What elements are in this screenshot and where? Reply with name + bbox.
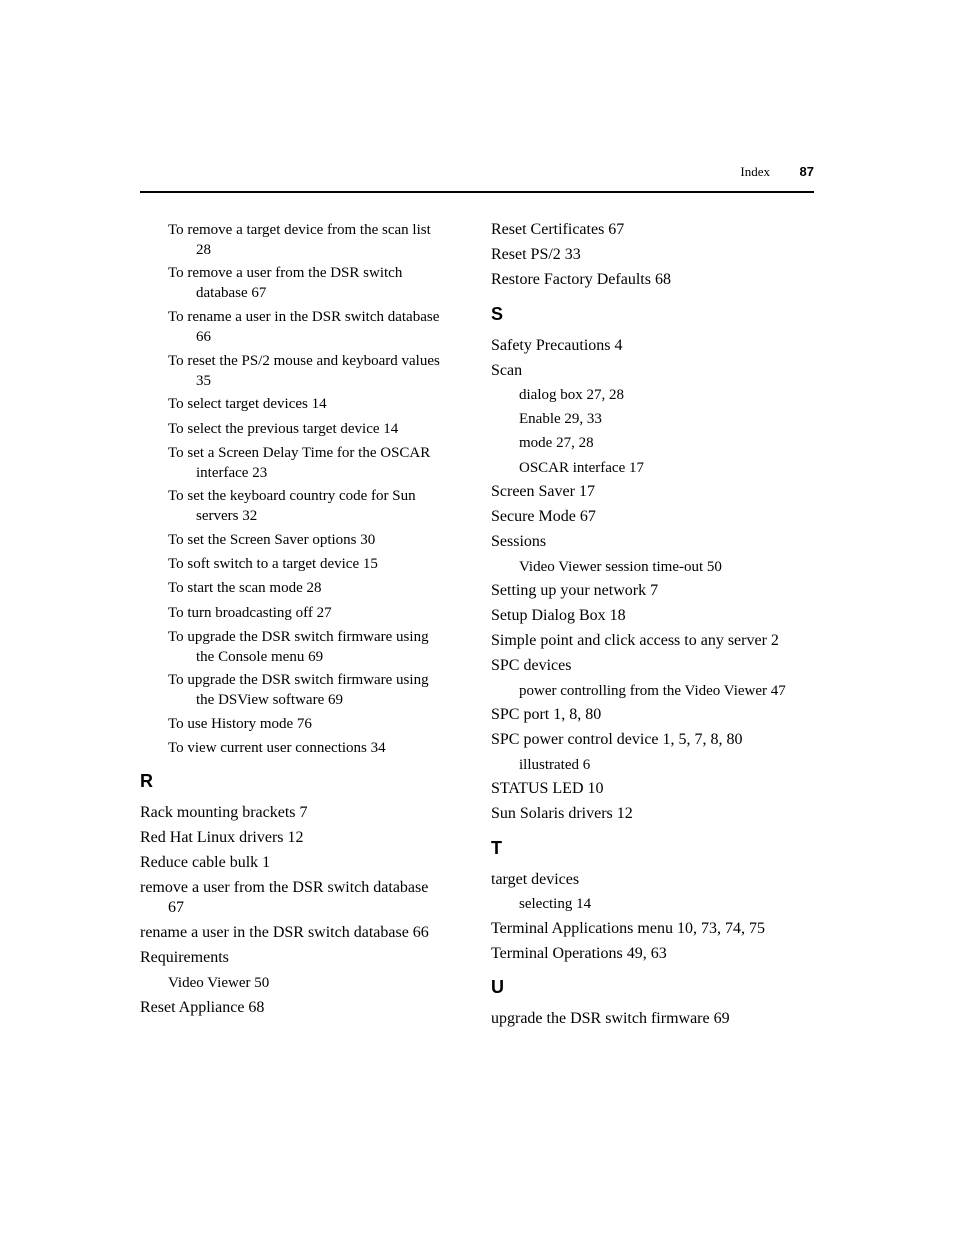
index-entry: To upgrade the DSR switch firmware using the DSView software 69: [168, 672, 429, 708]
index-entry: Reduce cable bulk 1: [140, 854, 271, 871]
index-entry: Reset PS/2 33: [491, 246, 581, 263]
header-page-number: 87: [799, 164, 814, 179]
index-entry: Safety Precautions 4: [491, 337, 623, 354]
index-entry: SPC port 1, 8, 80: [491, 706, 602, 723]
index-subentry: power controlling from the Video Viewer 47: [519, 683, 786, 699]
index-entry: Terminal Operations 49, 63: [491, 945, 667, 962]
index-subentry: selecting 14: [519, 896, 592, 912]
index-entry: Rack mounting brackets 7: [140, 804, 308, 821]
index-subentry: mode 27, 28: [519, 435, 594, 451]
index-entry: remove a user from the DSR switch database 67: [140, 879, 429, 916]
index-subentry: OSCAR interface 17: [519, 460, 644, 476]
index-entry: To set the keyboard country code for Sun servers 32: [168, 488, 416, 524]
index-entry: Reset Certificates 67: [491, 221, 625, 238]
index-entry: Terminal Applications menu 10, 73, 74, 75: [491, 920, 765, 937]
index-entry: upgrade the DSR switch firmware 69: [491, 1010, 730, 1027]
index-entry: Secure Mode 67: [491, 508, 596, 525]
index-entry: STATUS LED 10: [491, 780, 604, 797]
index-entry: To select the previous target device 14: [168, 421, 399, 437]
index-entry: To soft switch to a target device 15: [168, 556, 378, 572]
index-entry: To turn broadcasting off 27: [168, 605, 332, 621]
index-entry: To set a Screen Delay Time for the OSCAR interface 23: [168, 445, 431, 481]
index-entry: Requirements: [140, 949, 229, 966]
index-entry: SPC devices: [491, 657, 572, 674]
index-letter-heading: T: [491, 838, 502, 858]
index-entry: To remove a target device from the scan list 28: [168, 222, 431, 258]
index-entry: To upgrade the DSR switch firmware using the Console menu 69: [168, 629, 429, 665]
index-letter-heading: U: [491, 977, 504, 997]
index-entry: Sessions: [491, 533, 547, 550]
index-subentry: Video Viewer session time-out 50: [519, 559, 722, 575]
index-letter-heading: R: [140, 771, 153, 791]
index-entry: Setup Dialog Box 18: [491, 607, 626, 624]
index-entry: Sun Solaris drivers 12: [491, 805, 633, 822]
index-entry: Restore Factory Defaults 68: [491, 271, 671, 288]
index-entry: Setting up your network 7: [491, 582, 659, 599]
index-entry: Screen Saver 17: [491, 483, 595, 500]
index-subentry: illustrated 6: [519, 757, 591, 773]
index-entry: Red Hat Linux drivers 12: [140, 829, 304, 846]
index-subentry: dialog box 27, 28: [519, 387, 624, 403]
index-subentry: Video Viewer 50: [168, 975, 270, 991]
index-entry: To select target devices 14: [168, 396, 327, 412]
index-entry: Reset Appliance 68: [140, 999, 265, 1016]
index-entry: To remove a user from the DSR switch database 67: [168, 265, 403, 301]
index-entry: Scan: [491, 362, 523, 379]
running-header: [140, 163, 814, 183]
index-subentry: Enable 29, 33: [519, 411, 602, 427]
index-entry: To start the scan mode 28: [168, 580, 322, 596]
index-entry: To rename a user in the DSR switch database 66: [168, 309, 440, 345]
index-entry: To reset the PS/2 mouse and keyboard values 35: [168, 353, 440, 389]
index-entry: To use History mode 76: [168, 716, 312, 732]
index-entry: To view current user connections 34: [168, 740, 386, 756]
index-entry: To set the Screen Saver options 30: [168, 532, 376, 548]
header-section-title: Index: [740, 164, 770, 179]
index-entry: rename a user in the DSR switch database 66: [140, 924, 429, 941]
index-letter-heading: S: [491, 304, 504, 324]
index-entry: SPC power control device 1, 5, 7, 8, 80: [491, 731, 743, 748]
header-rule: [140, 191, 814, 193]
index-entry: target devices: [491, 871, 580, 888]
index-entry: Simple point and click access to any server 2: [491, 632, 779, 649]
